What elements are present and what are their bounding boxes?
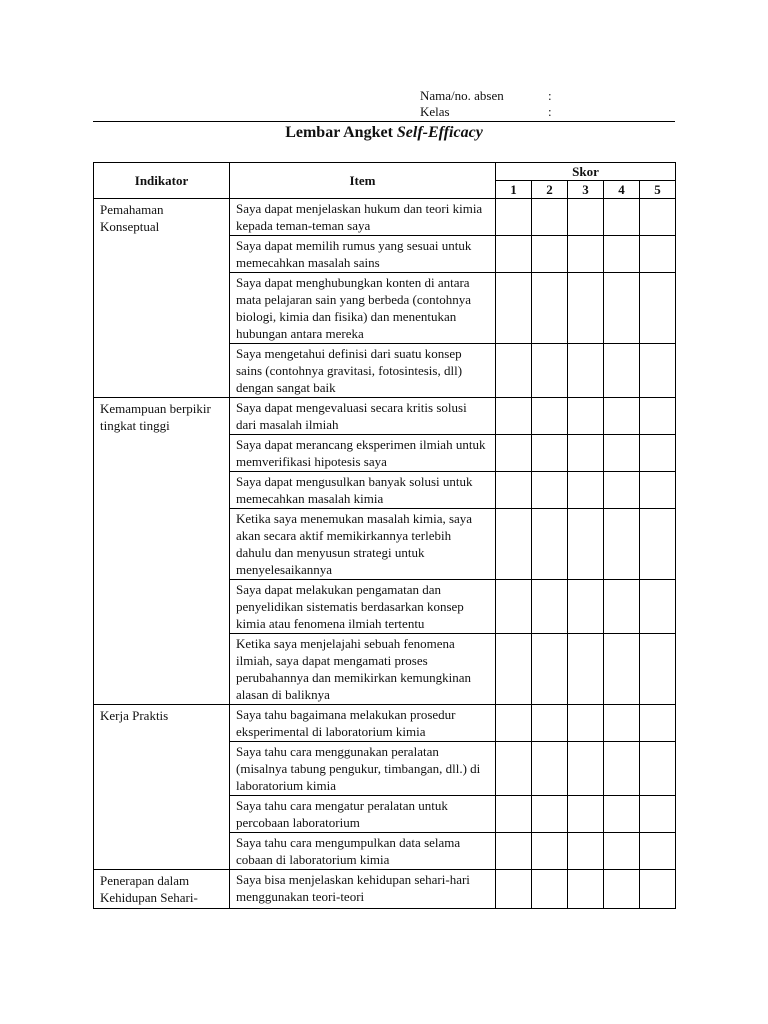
- score-cell[interactable]: [640, 580, 676, 634]
- score-cell[interactable]: [496, 398, 532, 435]
- class-label: Kelas: [420, 104, 450, 119]
- score-cell[interactable]: [532, 344, 568, 398]
- score-cell[interactable]: [496, 580, 532, 634]
- item-cell: Saya dapat mengevaluasi secara kritis solusi dari masalah ilmiah: [230, 398, 496, 435]
- table-row: [94, 870, 676, 909]
- score-cell[interactable]: [604, 472, 640, 509]
- score-cell[interactable]: [604, 580, 640, 634]
- score-cell[interactable]: [496, 273, 532, 344]
- class-colon: :: [548, 104, 552, 119]
- score-cell[interactable]: [568, 580, 604, 634]
- score-cell[interactable]: [496, 236, 532, 273]
- score-cell[interactable]: [568, 796, 604, 833]
- score-cell[interactable]: [568, 870, 604, 909]
- header-item: Item: [230, 163, 496, 199]
- score-cell[interactable]: [532, 472, 568, 509]
- item-cell: Saya mengetahui definisi dari suatu konsep sains (contohnya gravitasi, fotosintesis, dll) dengan sangat baik: [230, 344, 496, 398]
- score-cell[interactable]: [568, 435, 604, 472]
- score-cell[interactable]: [604, 199, 640, 236]
- score-cell[interactable]: [604, 796, 640, 833]
- score-cell[interactable]: [640, 705, 676, 742]
- header-skor: Skor: [496, 163, 676, 181]
- score-cell[interactable]: [604, 273, 640, 344]
- item-cell: Saya dapat memilih rumus yang sesuai untuk memecahkan masalah sains: [230, 236, 496, 273]
- score-cell[interactable]: [496, 742, 532, 796]
- score-cell[interactable]: [640, 398, 676, 435]
- score-cell[interactable]: [640, 199, 676, 236]
- score-cell[interactable]: [532, 580, 568, 634]
- title-prefix: Lembar Angket: [285, 124, 397, 141]
- class-row: [420, 104, 552, 120]
- score-cell[interactable]: [496, 796, 532, 833]
- name-colon: :: [548, 88, 552, 103]
- score-cell[interactable]: [640, 509, 676, 580]
- item-cell: Saya tahu bagaimana melakukan prosedur eksperimental di laboratorium kimia: [230, 705, 496, 742]
- score-cell[interactable]: [640, 344, 676, 398]
- item-cell: Saya dapat menghubungkan konten di antara mata pelajaran sain yang berbeda (contohnya biologi, kimia dan fisika) dan menentukan hubungan antara mereka: [230, 273, 496, 344]
- score-cell[interactable]: [568, 344, 604, 398]
- score-cell[interactable]: [640, 796, 676, 833]
- score-cell[interactable]: [604, 435, 640, 472]
- score-cell[interactable]: [604, 344, 640, 398]
- score-cell[interactable]: [532, 398, 568, 435]
- score-cell[interactable]: [640, 833, 676, 870]
- score-cell[interactable]: [532, 870, 568, 909]
- indikator-cell: Kerja Praktis: [94, 705, 230, 870]
- item-cell: Ketika saya menemukan masalah kimia, saya akan secara aktif memikirkannya terlebih dahulu dan menyusun strategi untuk menyelesaikannya: [230, 509, 496, 580]
- score-cell[interactable]: [532, 796, 568, 833]
- score-cell[interactable]: [604, 705, 640, 742]
- score-cell[interactable]: [568, 398, 604, 435]
- score-cell[interactable]: [568, 705, 604, 742]
- score-cell[interactable]: [604, 634, 640, 705]
- score-cell[interactable]: [532, 273, 568, 344]
- score-cell[interactable]: [568, 742, 604, 796]
- score-cell[interactable]: [496, 833, 532, 870]
- item-cell: Ketika saya menjelajahi sebuah fenomena ilmiah, saya dapat mengamati proses perubahannya dan memikirkan kemungkinan alasan di baliknya: [230, 634, 496, 705]
- score-cell[interactable]: [496, 344, 532, 398]
- score-cell[interactable]: [568, 509, 604, 580]
- score-cell[interactable]: [532, 509, 568, 580]
- score-cell[interactable]: [496, 870, 532, 909]
- score-cell[interactable]: [640, 236, 676, 273]
- score-cell[interactable]: [532, 705, 568, 742]
- item-cell: Saya tahu cara mengumpulkan data selama cobaan di laboratorium kimia: [230, 833, 496, 870]
- score-cell[interactable]: [604, 236, 640, 273]
- score-header-2: 2: [532, 181, 568, 199]
- questionnaire-table: [93, 162, 676, 909]
- score-cell[interactable]: [532, 236, 568, 273]
- indikator-cell: Kemampuan berpikir tingkat tinggi: [94, 398, 230, 705]
- score-cell[interactable]: [496, 199, 532, 236]
- score-cell[interactable]: [640, 472, 676, 509]
- score-cell[interactable]: [496, 472, 532, 509]
- score-cell[interactable]: [568, 472, 604, 509]
- name-label: Nama/no. absen: [420, 88, 504, 103]
- score-cell[interactable]: [532, 833, 568, 870]
- score-cell[interactable]: [604, 509, 640, 580]
- score-cell[interactable]: [568, 199, 604, 236]
- name-row: [420, 88, 552, 104]
- score-cell[interactable]: [496, 705, 532, 742]
- score-cell[interactable]: [568, 273, 604, 344]
- score-cell[interactable]: [640, 870, 676, 909]
- table-row: [94, 705, 676, 742]
- score-cell[interactable]: [604, 742, 640, 796]
- score-cell[interactable]: [604, 398, 640, 435]
- score-cell[interactable]: [568, 236, 604, 273]
- score-cell[interactable]: [640, 435, 676, 472]
- page-title: [93, 124, 675, 142]
- item-cell: Saya dapat menjelaskan hukum dan teori kimia kepada teman-teman saya: [230, 199, 496, 236]
- score-cell[interactable]: [640, 742, 676, 796]
- table-row: [94, 398, 676, 435]
- table-row: [94, 199, 676, 236]
- score-cell[interactable]: [496, 509, 532, 580]
- indikator-cell: Pemahaman Konseptual: [94, 199, 230, 398]
- indikator-cell: Penerapan dalam Kehidupan Sehari-: [94, 870, 230, 909]
- score-header-3: 3: [568, 181, 604, 199]
- score-cell[interactable]: [532, 742, 568, 796]
- score-header-5: 5: [640, 181, 676, 199]
- item-cell: Saya dapat merancang eksperimen ilmiah untuk memverifikasi hipotesis saya: [230, 435, 496, 472]
- student-info-header: [420, 88, 552, 120]
- score-cell[interactable]: [496, 435, 532, 472]
- item-cell: Saya bisa menjelaskan kehidupan sehari-hari menggunakan teori-teori: [230, 870, 496, 909]
- score-cell[interactable]: [640, 634, 676, 705]
- score-cell[interactable]: [532, 634, 568, 705]
- item-cell: Saya dapat melakukan pengamatan dan penyelidikan sistematis berdasarkan konsep kimia atau fenomena ilmiah tertentu: [230, 580, 496, 634]
- score-cell[interactable]: [532, 199, 568, 236]
- score-cell[interactable]: [604, 833, 640, 870]
- item-cell: Saya tahu cara mengatur peralatan untuk percobaan laboratorium: [230, 796, 496, 833]
- header-indikator: Indikator: [94, 163, 230, 199]
- header-divider: [93, 121, 675, 122]
- item-cell: Saya tahu cara menggunakan peralatan (misalnya tabung pengukur, timbangan, dll.) di laboratorium kimia: [230, 742, 496, 796]
- item-cell: Saya dapat mengusulkan banyak solusi untuk memecahkan masalah kimia: [230, 472, 496, 509]
- score-cell[interactable]: [532, 435, 568, 472]
- title-italic: Self-Efficacy: [396, 124, 483, 141]
- score-header-1: 1: [496, 181, 532, 199]
- score-cell[interactable]: [496, 634, 532, 705]
- score-cell[interactable]: [640, 273, 676, 344]
- score-cell[interactable]: [568, 634, 604, 705]
- score-header-4: 4: [604, 181, 640, 199]
- score-cell[interactable]: [604, 870, 640, 909]
- score-cell[interactable]: [568, 833, 604, 870]
